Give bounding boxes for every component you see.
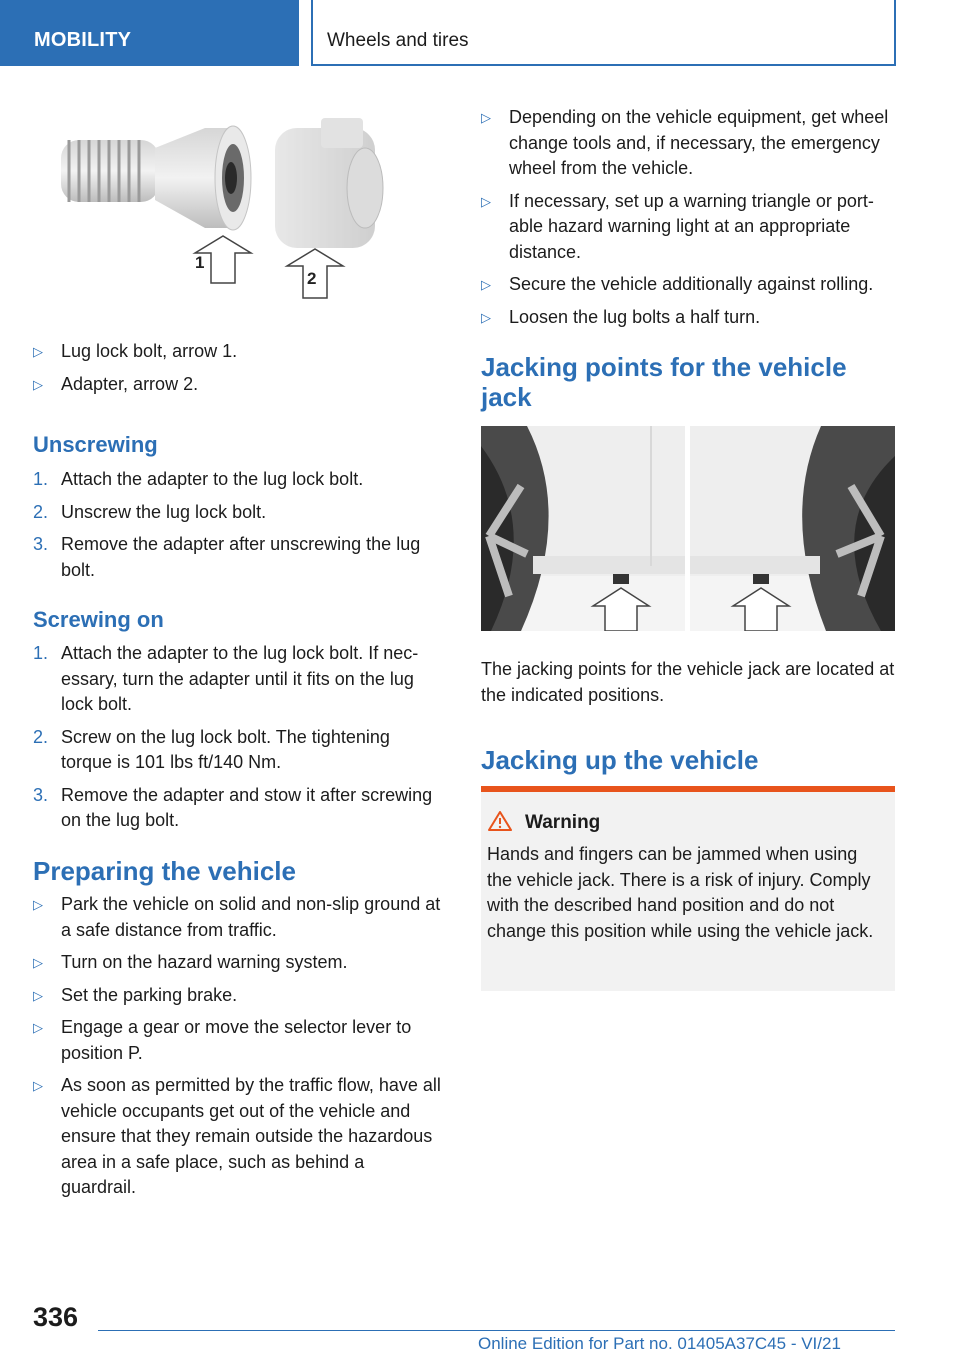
- chapter-tab: [311, 0, 896, 66]
- triangle-bullet-icon: ▷: [33, 376, 43, 392]
- triangle-bullet-icon: ▷: [33, 955, 43, 970]
- step-item: 1. Attach the adapter to the lug lock bolt. If necessary, turn the adapter until it fits on the lug lock bolt.: [33, 643, 419, 714]
- footer-rule: [98, 1330, 895, 1331]
- triangle-bullet-icon: ▷: [33, 987, 43, 1003]
- warning-box: [481, 786, 895, 991]
- warning-text: Hands and fingers can be jammed when using the vehicle jack. There is a risk of injury. Comply with the described hand position and do not change this position while using the vehicle jack.: [487, 844, 874, 941]
- preparing-vehicle-list: [33, 892, 443, 1208]
- list-item: ▷ As soon as permitted by the traffic flow, have all vehicle occupants get out of the vehicle and ensure that they remain outside the hazardous area in a safe place, such as behind a guardrail.: [33, 1075, 441, 1197]
- step-item: 3. Remove the adapter and stow it after screwing on the lug bolt.: [33, 784, 433, 830]
- preparing-vehicle-list-continued: [481, 105, 895, 337]
- lug-lock-bolt-figure: [55, 108, 405, 308]
- heading-preparing-vehicle: Preparing the vehicle: [33, 856, 296, 886]
- triangle-bullet-icon: ▷: [33, 897, 43, 912]
- section-tab: [0, 0, 299, 66]
- jacking-points-description: The jacking points for the vehicle jack are located at the indicated positions.: [481, 659, 895, 705]
- list-item: ▷ Set the parking brake.: [33, 983, 443, 1009]
- triangle-bullet-icon: ▷: [33, 344, 43, 359]
- list-item: ▷ Turn on the hazard warning system.: [33, 950, 443, 976]
- section-title: MOBILITY: [34, 29, 132, 51]
- heading-screwing-on: Screwing on: [33, 607, 164, 632]
- list-item: ▷ Lug lock bolt, arrow 1.: [33, 339, 443, 365]
- list-item: ▷ Loosen the lug bolts a half turn.: [481, 305, 895, 331]
- page-number: 336: [33, 1302, 79, 1332]
- heading-jacking-points: Jacking points for the vehicle jack: [481, 352, 847, 412]
- triangle-bullet-icon: ▷: [33, 1020, 43, 1035]
- list-item: ▷ Depending on the vehicle equipment, get wheel change tools and, if necessary, the emergency wheel from the vehicle.: [481, 107, 889, 178]
- triangle-bullet-icon: ▷: [481, 110, 491, 125]
- list-item: ▷ If necessary, set up a warning triangle or portable hazard warning light at an appropriate distance.: [481, 190, 874, 262]
- jacking-points-figure: [481, 426, 895, 631]
- unscrewing-steps: [33, 467, 443, 590]
- triangle-bullet-icon: ▷: [33, 1078, 43, 1093]
- step-item: 1. Attach the adapter to the lug lock bolt.: [33, 469, 364, 489]
- screwing-on-steps: [33, 641, 443, 841]
- figure-label-2: 2: [307, 269, 317, 288]
- list-item: ▷ Adapter, arrow 2.: [33, 372, 443, 398]
- list-item: ▷ Secure the vehicle additionally against rolling.: [481, 272, 895, 298]
- warning-title: Warning: [525, 812, 887, 834]
- triangle-bullet-icon: ▷: [481, 309, 491, 325]
- triangle-bullet-icon: ▷: [481, 277, 491, 292]
- triangle-bullet-icon: ▷: [481, 193, 491, 209]
- footer-edition: Online Edition for Part no. 01405A37C45 - VI/21: [478, 1334, 841, 1353]
- list-item: ▷ Park the vehicle on solid and non-slip ground at a safe distance from traffic.: [33, 894, 441, 940]
- list-item: ▷ Engage a gear or move the selector lever to position P.: [33, 1017, 412, 1063]
- step-item: 2. Screw on the lug lock bolt. The tightening torque is 101 lbs ft/140 Nm.: [33, 726, 390, 772]
- figure-legend-list: [33, 339, 443, 404]
- figure-label-1: 1: [195, 253, 205, 272]
- heading-unscrewing: Unscrewing: [33, 432, 158, 457]
- heading-jacking-up-vehicle: Jacking up the vehicle: [481, 745, 759, 775]
- step-item: 2. Unscrew the lug lock bolt.: [33, 501, 267, 522]
- warning-triangle-icon: [487, 810, 513, 832]
- chapter-title: Wheels and tires: [327, 30, 469, 51]
- step-item: 3. Remove the adapter after unscrewing the lug bolt.: [33, 534, 421, 580]
- page-header: [0, 0, 960, 66]
